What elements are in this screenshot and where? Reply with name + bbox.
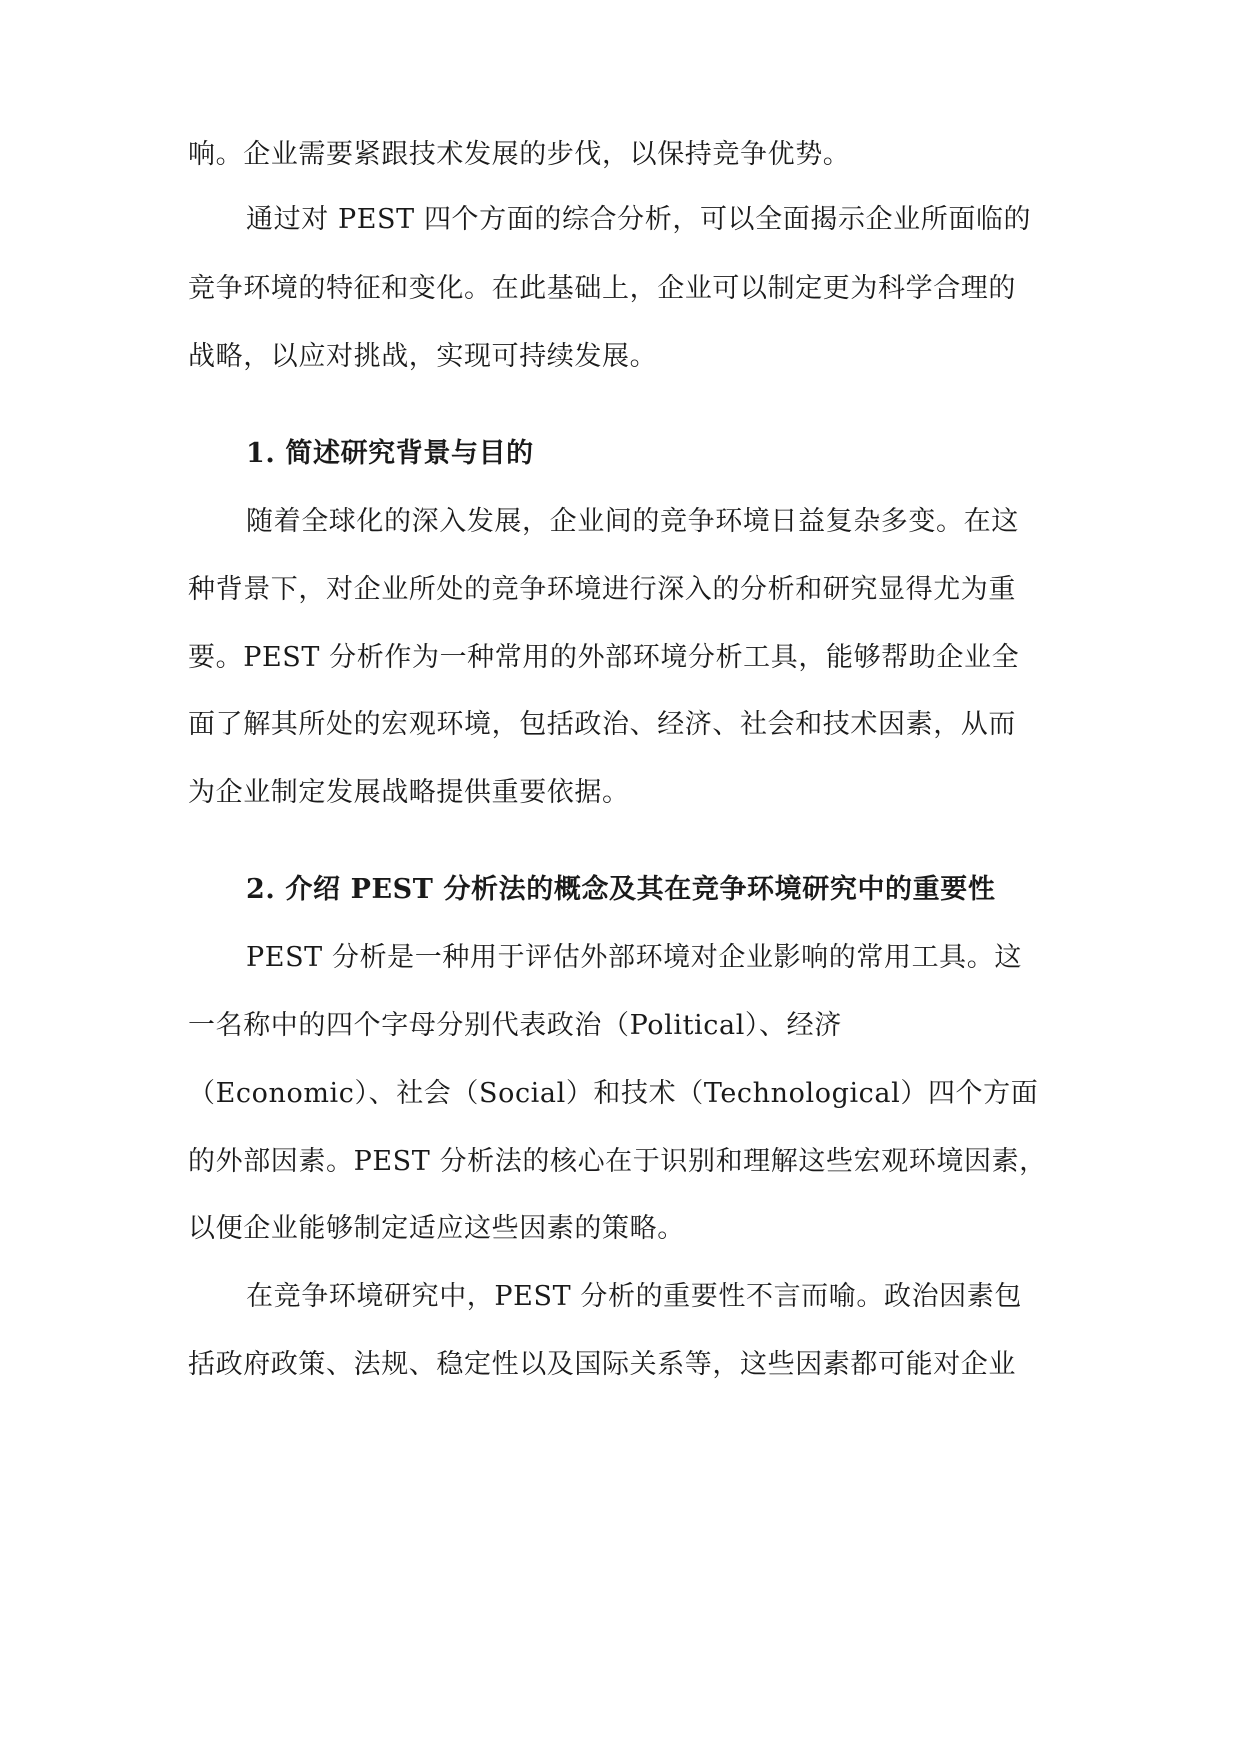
paragraph-line: 为企业制定发展战略提供重要依据。 bbox=[188, 777, 630, 808]
paragraph-line: 的外部因素。PEST 分析法的核心在于识别和理解这些宏观环境因素， bbox=[188, 1146, 1047, 1177]
paragraph-line: PEST 分析是一种用于评估外部环境对企业影响的常用工具。这 bbox=[246, 942, 1022, 973]
paragraph-line: 通过对 PEST 四个方面的综合分析，可以全面揭示企业所面临的 bbox=[246, 204, 1032, 235]
paragraph-line: 响。企业需要紧跟技术发展的步伐，以保持竞争优势。 bbox=[188, 139, 851, 170]
paragraph-line: 战略，以应对挑战，实现可持续发展。 bbox=[188, 341, 658, 372]
paragraph-line: 种背景下，对企业所处的竞争环境进行深入的分析和研究显得尤为重 bbox=[188, 574, 1016, 605]
paragraph-line: 一名称中的四个字母分别代表政治（Political）、经济 bbox=[188, 1010, 842, 1041]
paragraph-line: 随着全球化的深入发展，企业间的竞争环境日益复杂多变。在这 bbox=[246, 506, 1019, 537]
paragraph-line: 以便企业能够制定适应这些因素的策略。 bbox=[188, 1213, 685, 1244]
paragraph-line: 在竞争环境研究中，PEST 分析的重要性不言而喻。政治因素包 bbox=[246, 1281, 1022, 1312]
section-heading: 1. 简述研究背景与目的 bbox=[246, 438, 534, 469]
section-heading: 2. 介绍 PEST 分析法的概念及其在竞争环境研究中的重要性 bbox=[246, 874, 996, 905]
paragraph-line: 要。PEST 分析作为一种常用的外部环境分析工具，能够帮助企业全 bbox=[188, 642, 1020, 673]
paragraph-line: （Economic）、社会（Social）和技术（Technological）四个方面 bbox=[188, 1078, 1039, 1109]
paragraph-line: 竞争环境的特征和变化。在此基础上，企业可以制定更为科学合理的 bbox=[188, 273, 1016, 304]
paragraph-line: 括政府政策、法规、稳定性以及国际关系等，这些因素都可能对企业 bbox=[188, 1349, 1016, 1380]
paragraph-line: 面了解其所处的宏观环境，包括政治、经济、社会和技术因素，从而 bbox=[188, 709, 1016, 740]
